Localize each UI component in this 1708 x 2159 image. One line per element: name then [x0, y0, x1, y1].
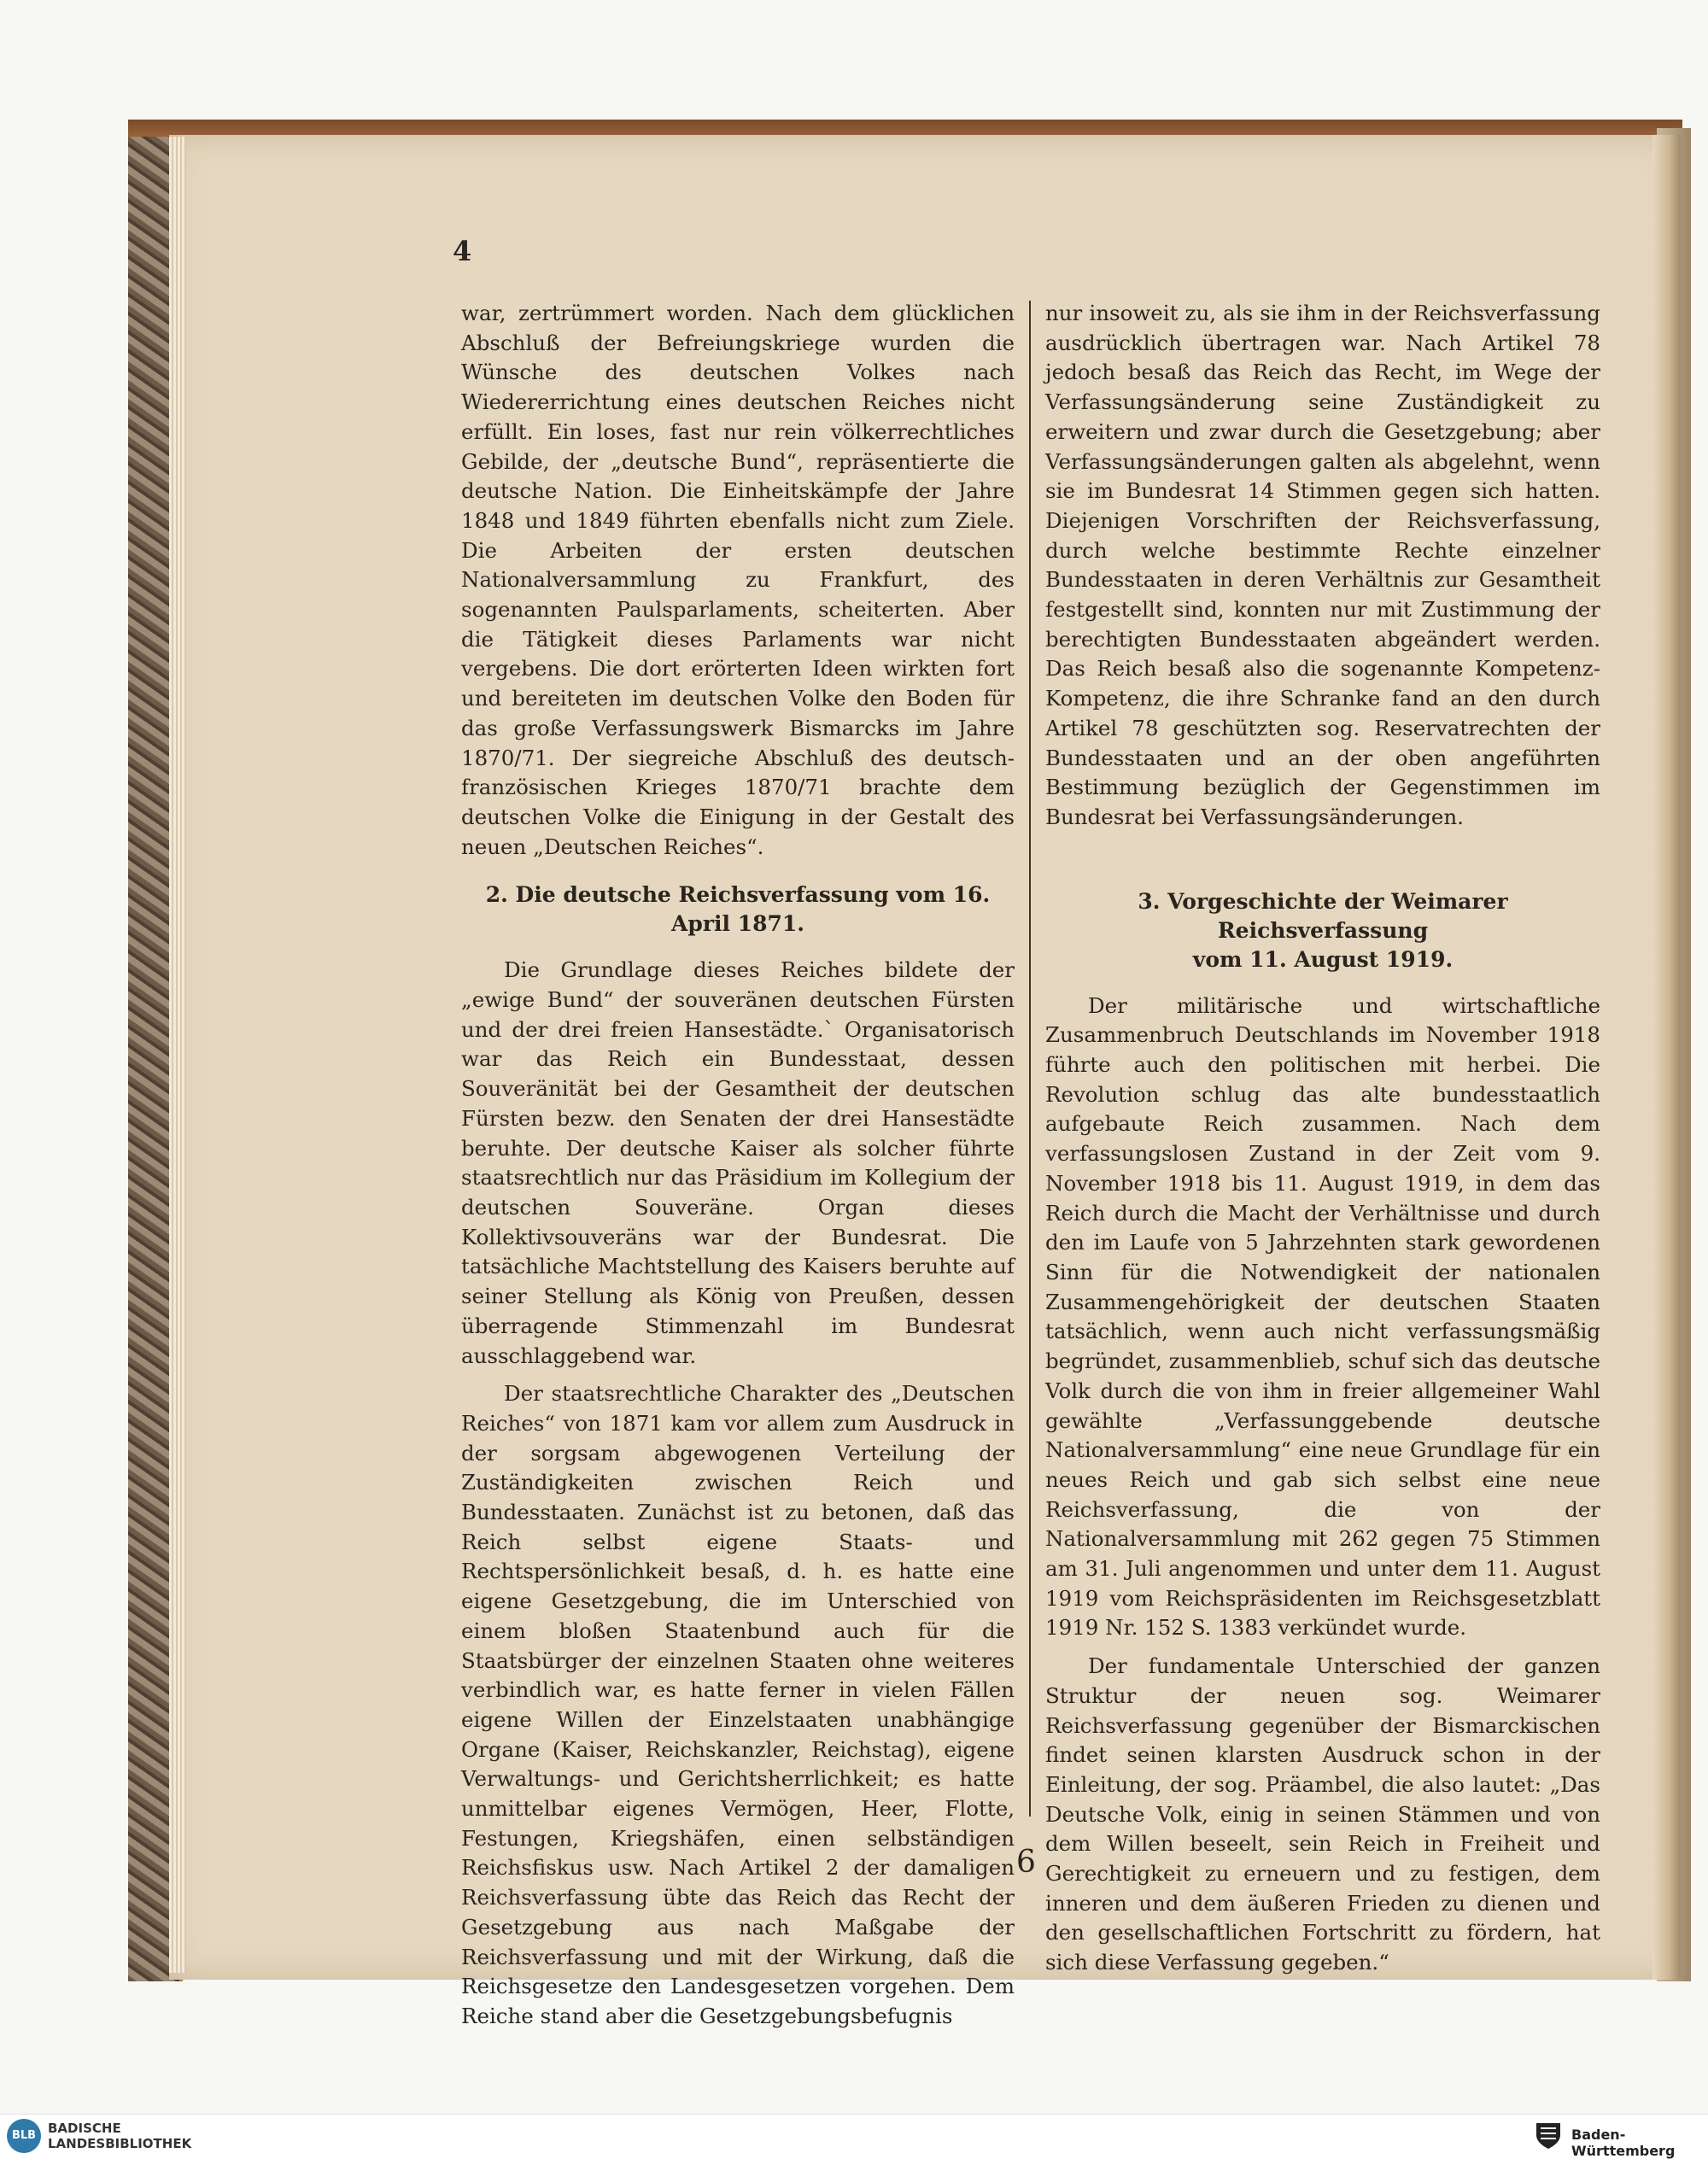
paragraph: nur insoweit zu, als sie ihm in der Reichsverfassung ausdrücklich übertragen war. Nach Artikel 78 jedoch besaß das Reich das Recht, im Wege der Verfassungsänderung seine Zuständigkeit zu erweitern und zwar durch die Gesetzgebung; aber Verfassungsänderungen galten als abgelehnt, wenn sie im Bundesrat 14 Stimmen gegen sich hatten. Diejenigen Vorschriften der Reichsverfassung, durch welche bestimmte Rechte einzelner Bundesstaaten in deren Verhältnis zur Gesamtheit festgestellt sind, konnten nur mit Zustimmung der berechtigten Bundesstaaten abgeändert werden. Das Reich besaß also die sogenannte Kompetenz-Kompetenz, die ihre Schranke fand an den durch Artikel 78 geschützten sog. Reservatrechten der Bundesstaaten und an der oben angeführten Bestimmung bezüglich der Gegenstimmen im Bundesrat bei Verfassungsänderungen. — [1045, 301, 1600, 829]
paragraph: Der militärische und wirtschaftliche Zusammenbruch Deutschlands im November 1918 führte auch den politischen mit herbei. Die Revolution schlug das alte bundesstaatlich aufgebaute Reich zusammen. Nach dem verfassungslosen Zustand in der Zeit vom 9. November 1918 bis 11. August 1919, in dem das Reich durch die Macht der Verhältnisse und durch den im Laufe von 5 Jahrzehnten stark gewordenen Sinn für die Notwendigkeit der nationalen Zusammengehörigkeit der deutschen Staaten tatsächlich, wenn auch nicht verfassungsmäßig begründet, zusammenblieb, schuf sich das deutsche Volk durch die von ihm in freier allgemeiner Wahl gewählte „Verfassunggebende deutsche Nationalversammlung“ eine neue Grundlage für ein neues Reich und gab sich selbst eine neue Reichsverfassung, die von der Nationalversammlung mit 262 gegen 75 Stimmen am 31. Juli angenommen und unter dem 11. August 1919 vom Reichspräsidenten im Reichsgesetzblatt 1919 Nr. 152 S. 1383 verkündet wurde. — [1045, 992, 1600, 1641]
page-footer-number: 6 — [1016, 1845, 1036, 1880]
coat-of-arms-icon — [1533, 2121, 1564, 2150]
blb-name-line: LANDESBIBLIOTHEK — [48, 2136, 192, 2151]
page-edges — [169, 137, 186, 1973]
section-heading: 2. Die deutsche Reichsverfassung vom 16. April 1871. — [485, 882, 991, 937]
blb-name — [48, 2121, 191, 2151]
text-column-right — [1045, 299, 1600, 1978]
paragraph: war, zertrümmert worden. Nach dem glücklichen Abschluß der Befreiungskriege wurden die Wünsche des deutschen Volkes nach Wiedererrichtung eines deutschen Reiches nicht erfüllt. Ein loses, fast nur rein völkerrechtliches Gebilde, der „deutsche Bund“, repräsentierte die deutsche Nation. Die Einheitskämpfe der Jahre 1848 und 1849 führten ebenfalls nicht zum Ziele. Die Arbeiten der ersten deutschen Nationalversammlung zu Frankfurt, des sogenannten Paulsparlaments, scheiterten. Aber die Tätigkeit dieses Parlaments war nicht vergebens. Die dort erörterten Ideen wirkten fort und bereiteten im deutschen Volke den Boden für das große Verfassungswerk Bismarcks im Jahre 1870/71. Der siegreiche Abschluß des deutsch-französischen Krieges 1870/71 brachte dem deutschen Volke die Einigung in der Gestalt des neuen „Deutschen Reiches“. — [461, 301, 1015, 859]
footer-bar — [0, 2114, 1708, 2159]
column-divider — [1029, 301, 1031, 1817]
paragraph: Der fundamentale Unterschied der ganzen Struktur der neuen sog. Weimarer Reichsverfassung gegenüber der Bismarckischen findet seinen klarsten Ausdruck schon in der Einleitung, der sog. Präambel, die also lautet: „Das Deutsche Volk, einig in seinen Stämmen und von dem Willen beseelt, sein Reich in Freiheit und Gerechtigkeit zu erneuern und zu festigen, dem inneren und dem äußeren Frieden zu dienen und den gesellschaftlichen Fortschritt zu fördern, hat sich diese Verfassung gegeben.“ — [1045, 1653, 1600, 1975]
section-heading-line: 3. Vorgeschichte der Weimarer Reichsverfassung — [1138, 888, 1508, 943]
bw-name: Baden-Württemberg — [1571, 2127, 1676, 2159]
blb-logo[interactable]: BLB — [7, 2119, 41, 2153]
paragraph: Der staatsrechtliche Charakter des „Deutschen Reiches“ von 1871 kam vor allem zum Ausdruck in der sorgsam abgewogenen Verteilung der Zuständigkeiten zwischen Reich und Bundesstaaten. Zunächst ist zu betonen, daß das Reich selbst eigene Staats- und Rechtspersönlichkeit besaß, d. h. es hatte eine eigene Gesetzgebung, die im Unterschied von einem bloßen Staatenbund auch für die Staatsbürger der einzelnen Staaten ohne weiteres verbindlich war, es hatte ferner in vielen Fällen eigene Willen der Einzelstaaten unabhängige Organe (Kaiser, Reichskanzler, Reichstag), eigene Verwaltungs- und Gerichtsherrlichkeit; es hatte unmittelbar eigenes Vermögen, Heer, Flotte, Festungen, Kriegshäfen, einen selbständigen Reichsfiskus usw. Nach Artikel 2 der damaligen Reichsverfassung übte das Reich das Recht der Gesetzgebung aus nach Maßgabe der Reichsverfassung und mit der Wirkung, daß die Reichsgesetze den Landesgesetzen vorgehen. Dem Reiche stand aber die Gesetzgebungsbefugnis — [461, 1381, 1015, 2028]
paragraph: Die Grundlage dieses Reiches bildete der „ewige Bund“ der souveränen deutschen Fürsten und der drei freien Hansestädte.` Organisatorisch war das Reich ein Bundesstaat, dessen Souveränität bei der Gesamtheit der deutschen Fürsten bezw. den Senaten der drei Hansestädte beruhte. Der deutsche Kaiser als solcher führte staatsrechtlich nur das Präsidium im Kollegium der deutschen Souveräne. Organ dieses Kollektivsouveräns war der Bundesrat. Die tatsächliche Machtstellung des Kaisers beruhte auf seiner Stellung als König von Preußen, dessen überragende Stimmenzahl im Bundesrat ausschlaggebend war. — [461, 957, 1015, 1368]
page-header-number: 4 — [453, 235, 472, 267]
section-heading-line: vom 11. August 1919. — [1192, 946, 1454, 972]
text-column-left — [461, 299, 1015, 2032]
section-heading — [1045, 887, 1600, 974]
page-gutter — [1652, 135, 1681, 1980]
blb-name-line: BADISCHE — [48, 2121, 121, 2136]
